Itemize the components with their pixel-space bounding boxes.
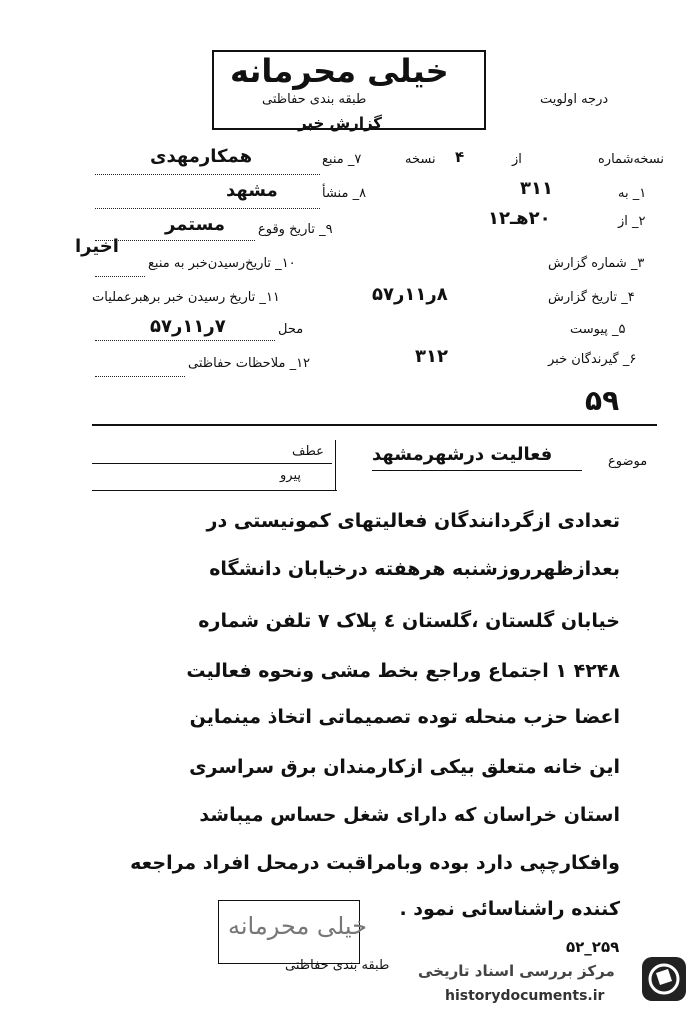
body-line-8: وافکارچپی دارد بوده وبامراقبت درمحل افراد مراجعه <box>130 852 620 874</box>
stamp-top-classification: طبقه بندی حفاظتی <box>262 92 367 107</box>
body-line-1: تعدادی ازگردانندگان فعالیتهای کمونیستی در <box>206 510 620 532</box>
body-line-2: بعدازظهرروز‌شنبه هرهفته درخیابان دانشگاه <box>209 558 620 580</box>
document-number: ۵۲_۲۵۹ <box>566 938 620 956</box>
report-date-label: ۴_ تاریخ گزارش <box>548 290 635 305</box>
source-label: ۷_ منبع <box>322 152 362 167</box>
report-title: گزارش خبر <box>298 114 383 132</box>
source-value: همکار‌مهدی <box>150 146 253 167</box>
recent-value: اخیرا <box>75 236 119 257</box>
ref-divider-line <box>92 463 332 464</box>
archive-logo-icon <box>640 955 688 1003</box>
from-label: ۲_ از <box>618 214 646 229</box>
origin-value: مشهد <box>226 180 278 201</box>
watermark-line1: مرکز بررسی اسناد تاریخی <box>418 962 615 980</box>
ref-top-label: عطف <box>292 444 324 459</box>
to-label: ۱_ به <box>618 186 647 201</box>
report-date-value: ۸ر۱۱ر۵۷ <box>372 284 448 305</box>
copy-number-label: نسخه‌شماره <box>598 152 665 167</box>
body-line-9: کننده راشناسائی نمود . <box>399 898 620 920</box>
body-line-5: اعضا حزب منحله توده تصمیماتی اتخاذ مینماین <box>189 706 620 728</box>
report-number-label: ۳_ شماره گزارش <box>548 256 645 271</box>
subject-underline <box>372 470 582 471</box>
origin-dotted-line <box>95 208 320 209</box>
place-dotted-line <box>95 340 275 341</box>
body-line-4: ۴۲۴۸ ۱ اجتماع وراجع بخط مشی ونحوه فعالیت <box>186 660 620 682</box>
occur-label: ۹_ تاریخ وقوع <box>258 222 333 237</box>
to-value: ۳۱۱ <box>520 178 553 199</box>
recipients-label: ۶_ گیرندگان خبر <box>548 352 637 367</box>
notes-dotted-line <box>95 376 185 377</box>
received-dotted-line <box>95 276 145 277</box>
body-line-6: این خانه متعلق بیکی ازکارمندان برق سراسری <box>189 756 620 778</box>
copy-of-label: از <box>512 152 522 167</box>
from-value: ۲۰هـ۱۲ <box>488 208 551 229</box>
copy-suffix-label: نسخه <box>405 152 436 167</box>
notes-label: ۱۲_ ملاحظات حفاظتی <box>188 356 311 371</box>
copy-count-value: ۴ <box>455 148 465 166</box>
origin-label: ۸_ منشأ <box>322 186 367 201</box>
body-line-3: خیابان گلستان ،گلستان ٤ پلاک ٧ تلفن شماره <box>198 610 620 632</box>
source-dotted-line <box>95 174 320 175</box>
place-label: محل <box>278 322 304 337</box>
subject-ref-divider <box>335 440 336 490</box>
stamp-top-text: خیلی محرمانه <box>230 52 449 90</box>
subject-value: فعالیت درشهرمشهد <box>372 444 553 465</box>
occur-value: مستمر <box>165 214 226 235</box>
ops-label: ۱۱_ تاریخ رسیدن خبر برهبرعملیات <box>92 290 280 305</box>
subject-bottom-rule <box>92 490 337 491</box>
handwritten-mark: ۵۹ <box>585 384 620 417</box>
body-line-7: استان خراسان که دارای شغل حساس میباشد <box>199 804 620 826</box>
occur-dotted-line <box>95 240 255 241</box>
place-value: ۷ر۱۱ر۵۷ <box>150 316 226 337</box>
recipients-value: ۳۱۲ <box>415 346 448 367</box>
watermark-line2: historydocuments.ir <box>445 988 605 1004</box>
stamp-bottom-classification: طبقه بندی حفاظتی <box>285 958 390 973</box>
form-divider <box>92 424 657 426</box>
subject-label: موضوع <box>608 454 648 469</box>
priority-label: درجه اولویت <box>540 92 609 107</box>
attach-label: ۵_ پیوست <box>570 322 626 337</box>
received-label: ۱۰_ تاریخ‌رسیدن‌خبر به منبع <box>148 256 296 271</box>
ref-bottom-label: پیرو <box>280 468 301 483</box>
stamp-bottom-text: خیلی محرمانه <box>228 912 367 940</box>
